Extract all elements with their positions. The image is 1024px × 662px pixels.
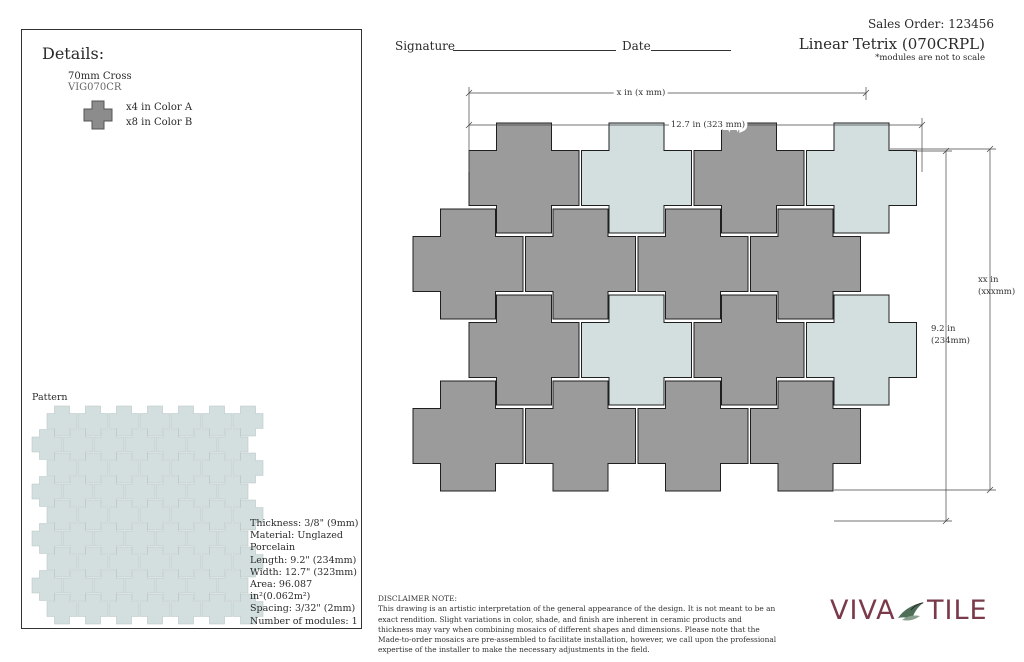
tiles-group: [413, 123, 917, 491]
spec-modules: Number of modules: 1: [250, 615, 358, 627]
spec-width: Width: 12.7" (323mm): [250, 566, 357, 578]
tile-drawing: [400, 80, 1016, 530]
sales-order: Sales Order: 123456: [867, 17, 994, 31]
signature-line[interactable]: [453, 50, 616, 51]
module-name: 70mm Cross: [68, 71, 132, 82]
module-cross-icon: [82, 99, 114, 131]
details-heading: Details:: [42, 44, 105, 63]
disclaimer-body: This drawing is an artistic interpretation of the general appearance of the design. It is not meant to be an exact rendition. Slight variations in color, shade, and finish are inherent in ceramic products and thickness may vary when combining mosaics of different shapes and dimensions. Please note that the Made-to-order mosaics are pre-assembled to facilitate installation, however, we call upon the professional expertise of the installer to make the necessary adjustments in the field.: [378, 604, 777, 655]
spec-thickness: Thickness: 3/8" (9mm): [250, 518, 359, 529]
date-label: Date: [622, 39, 651, 53]
viva-tile-logo: [830, 595, 990, 631]
spec-material: Material: Unglazed: [250, 530, 343, 542]
dim-right-inner-1: 9.2 in: [931, 324, 956, 334]
details-panel: [21, 29, 362, 629]
spec-length: Length: 9.2" (234mm): [250, 554, 357, 566]
product-title: Linear Tetrix (070CRPL): [798, 35, 985, 53]
dim-right-outer-1: xx in: [978, 275, 999, 285]
bird-logo-icon: [896, 598, 926, 626]
color-b-count: x8 in Color B: [126, 117, 193, 128]
spec-material-cont: Porcelain: [250, 542, 296, 554]
logo-text-right: TILE: [927, 595, 988, 626]
spec-spacing: Spacing: 3/32" (2mm): [250, 603, 356, 615]
disclaimer: [378, 594, 778, 656]
signature-label: Signature: [395, 39, 456, 53]
color-a-count: x4 in Color A: [126, 102, 193, 113]
pattern-label: Pattern: [32, 392, 68, 403]
spec-area: Area: 96.087 in²(0.062m²): [250, 579, 313, 603]
dim-right-inner-2: (234mm): [931, 336, 970, 346]
logo-text-left: VIVA: [830, 595, 896, 626]
module-code: VIG070CR: [68, 82, 122, 93]
pattern-preview: [32, 408, 252, 618]
spec-list: [250, 518, 361, 628]
scale-note: *modules are not to scale: [875, 53, 985, 63]
dim-right-outer-2: (xxxmm): [978, 287, 1016, 297]
disclaimer-title: DISCLAIMER NOTE:: [378, 594, 457, 603]
dim-top-inner: 12.7 in (323 mm): [670, 120, 746, 130]
date-line[interactable]: [651, 50, 731, 51]
dim-top-outer: x in (x mm): [616, 88, 666, 98]
